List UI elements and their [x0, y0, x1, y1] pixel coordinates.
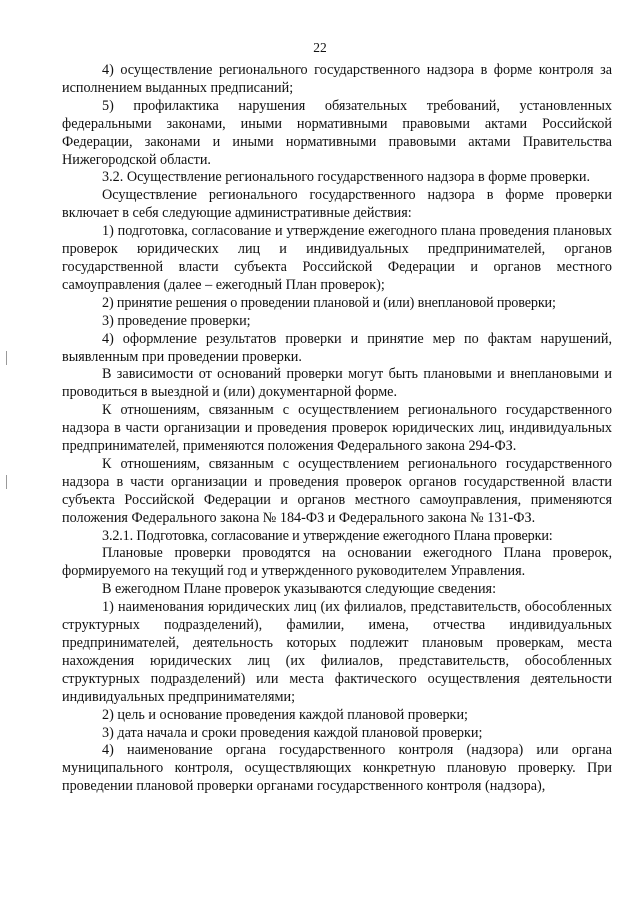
paragraph: 1) наименования юридических лиц (их филиалов, представительств, обособленных структурных подразделений), фамилии, имена, отчества индивидуальных предпринимателей, деятельность которых подлежит плановым проверкам, места нахождения юридических лиц (их филиалов, представительств, обособленных структурных подразделений) или места фактического осуществления деятельности индивидуальных предпринимателями;: [62, 599, 612, 705]
paragraph: 5) профилактика нарушения обязательных требований, установленных федеральными законами, иными нормативными правовыми актами Российской Федерации, законами и иными нормативными правовыми актами Правительства Нижегородской области.: [62, 97, 612, 168]
paragraph: 3.2. Осуществление регионального государственного надзора в форме проверки.: [102, 169, 591, 186]
paragraph: 3) дата начала и сроки проведения каждой плановой проверки;: [102, 724, 483, 741]
paragraph: 3.2.1. Подготовка, согласование и утверждение ежегодного Плана проверки:: [102, 527, 553, 544]
paragraph: 4) осуществление регионального государственного надзора в форме контроля за исполнением выданных предписаний;: [62, 62, 612, 96]
paragraph: 3) проведение проверки;: [102, 312, 251, 329]
paragraph: В ежегодном Плане проверок указываются следующие сведения:: [102, 581, 497, 598]
document-body: [62, 62, 612, 796]
paragraph: 4) наименование органа государственного контроля (надзора) или органа муниципального контроля, осуществляющих конкретную плановую проверку. При проведении плановой проверки органами государственного контроля (надзора),: [62, 742, 612, 795]
paragraph: 4) оформление результатов проверки и принятие мер по фактам нарушений, выявленным при проведении проверки.: [62, 330, 612, 365]
paragraph: 2) принятие решения о проведении плановой и (или) внеплановой проверки;: [102, 294, 556, 311]
paragraph: К отношениям, связанным с осуществлением регионального государственного надзора в части организации и проведения проверок органов государственной власти субъекта Российской Федерации и органов местного самоуправления, применяются положения Федерального закона № 184-ФЗ и Федерального закона № 131-ФЗ.: [62, 455, 612, 526]
margin-mark: [6, 351, 7, 365]
paragraph: 1) подготовка, согласование и утверждение ежегодного плана проведения плановых проверок юридических лиц и индивидуальных предпринимателей, органов государственной власти субъекта Российской Федерации и органов местного самоуправления (далее – ежегодный План проверок);: [62, 223, 612, 293]
page-number: 22: [313, 40, 327, 55]
paragraph: В зависимости от оснований проверки могут быть плановыми и внеплановыми и проводиться в выездной и (или) документарной форме.: [62, 366, 612, 401]
paragraph: К отношениям, связанным с осуществлением регионального государственного надзора в части организации и проведения проверок юридических лиц, индивидуальных предпринимателей, применяются положения Федерального закона 294-ФЗ.: [62, 402, 612, 455]
paragraph: Осуществление регионального государственного надзора в форме проверки включает в себя следующие административные действия:: [62, 187, 612, 222]
margin-mark: [6, 475, 7, 489]
paragraph: Плановые проверки проводятся на основании ежегодного Плана проверок, формируемого на текущий год и утвержденного руководителем Управления.: [62, 545, 612, 580]
paragraph: 2) цель и основание проведения каждой плановой проверки;: [102, 706, 468, 723]
